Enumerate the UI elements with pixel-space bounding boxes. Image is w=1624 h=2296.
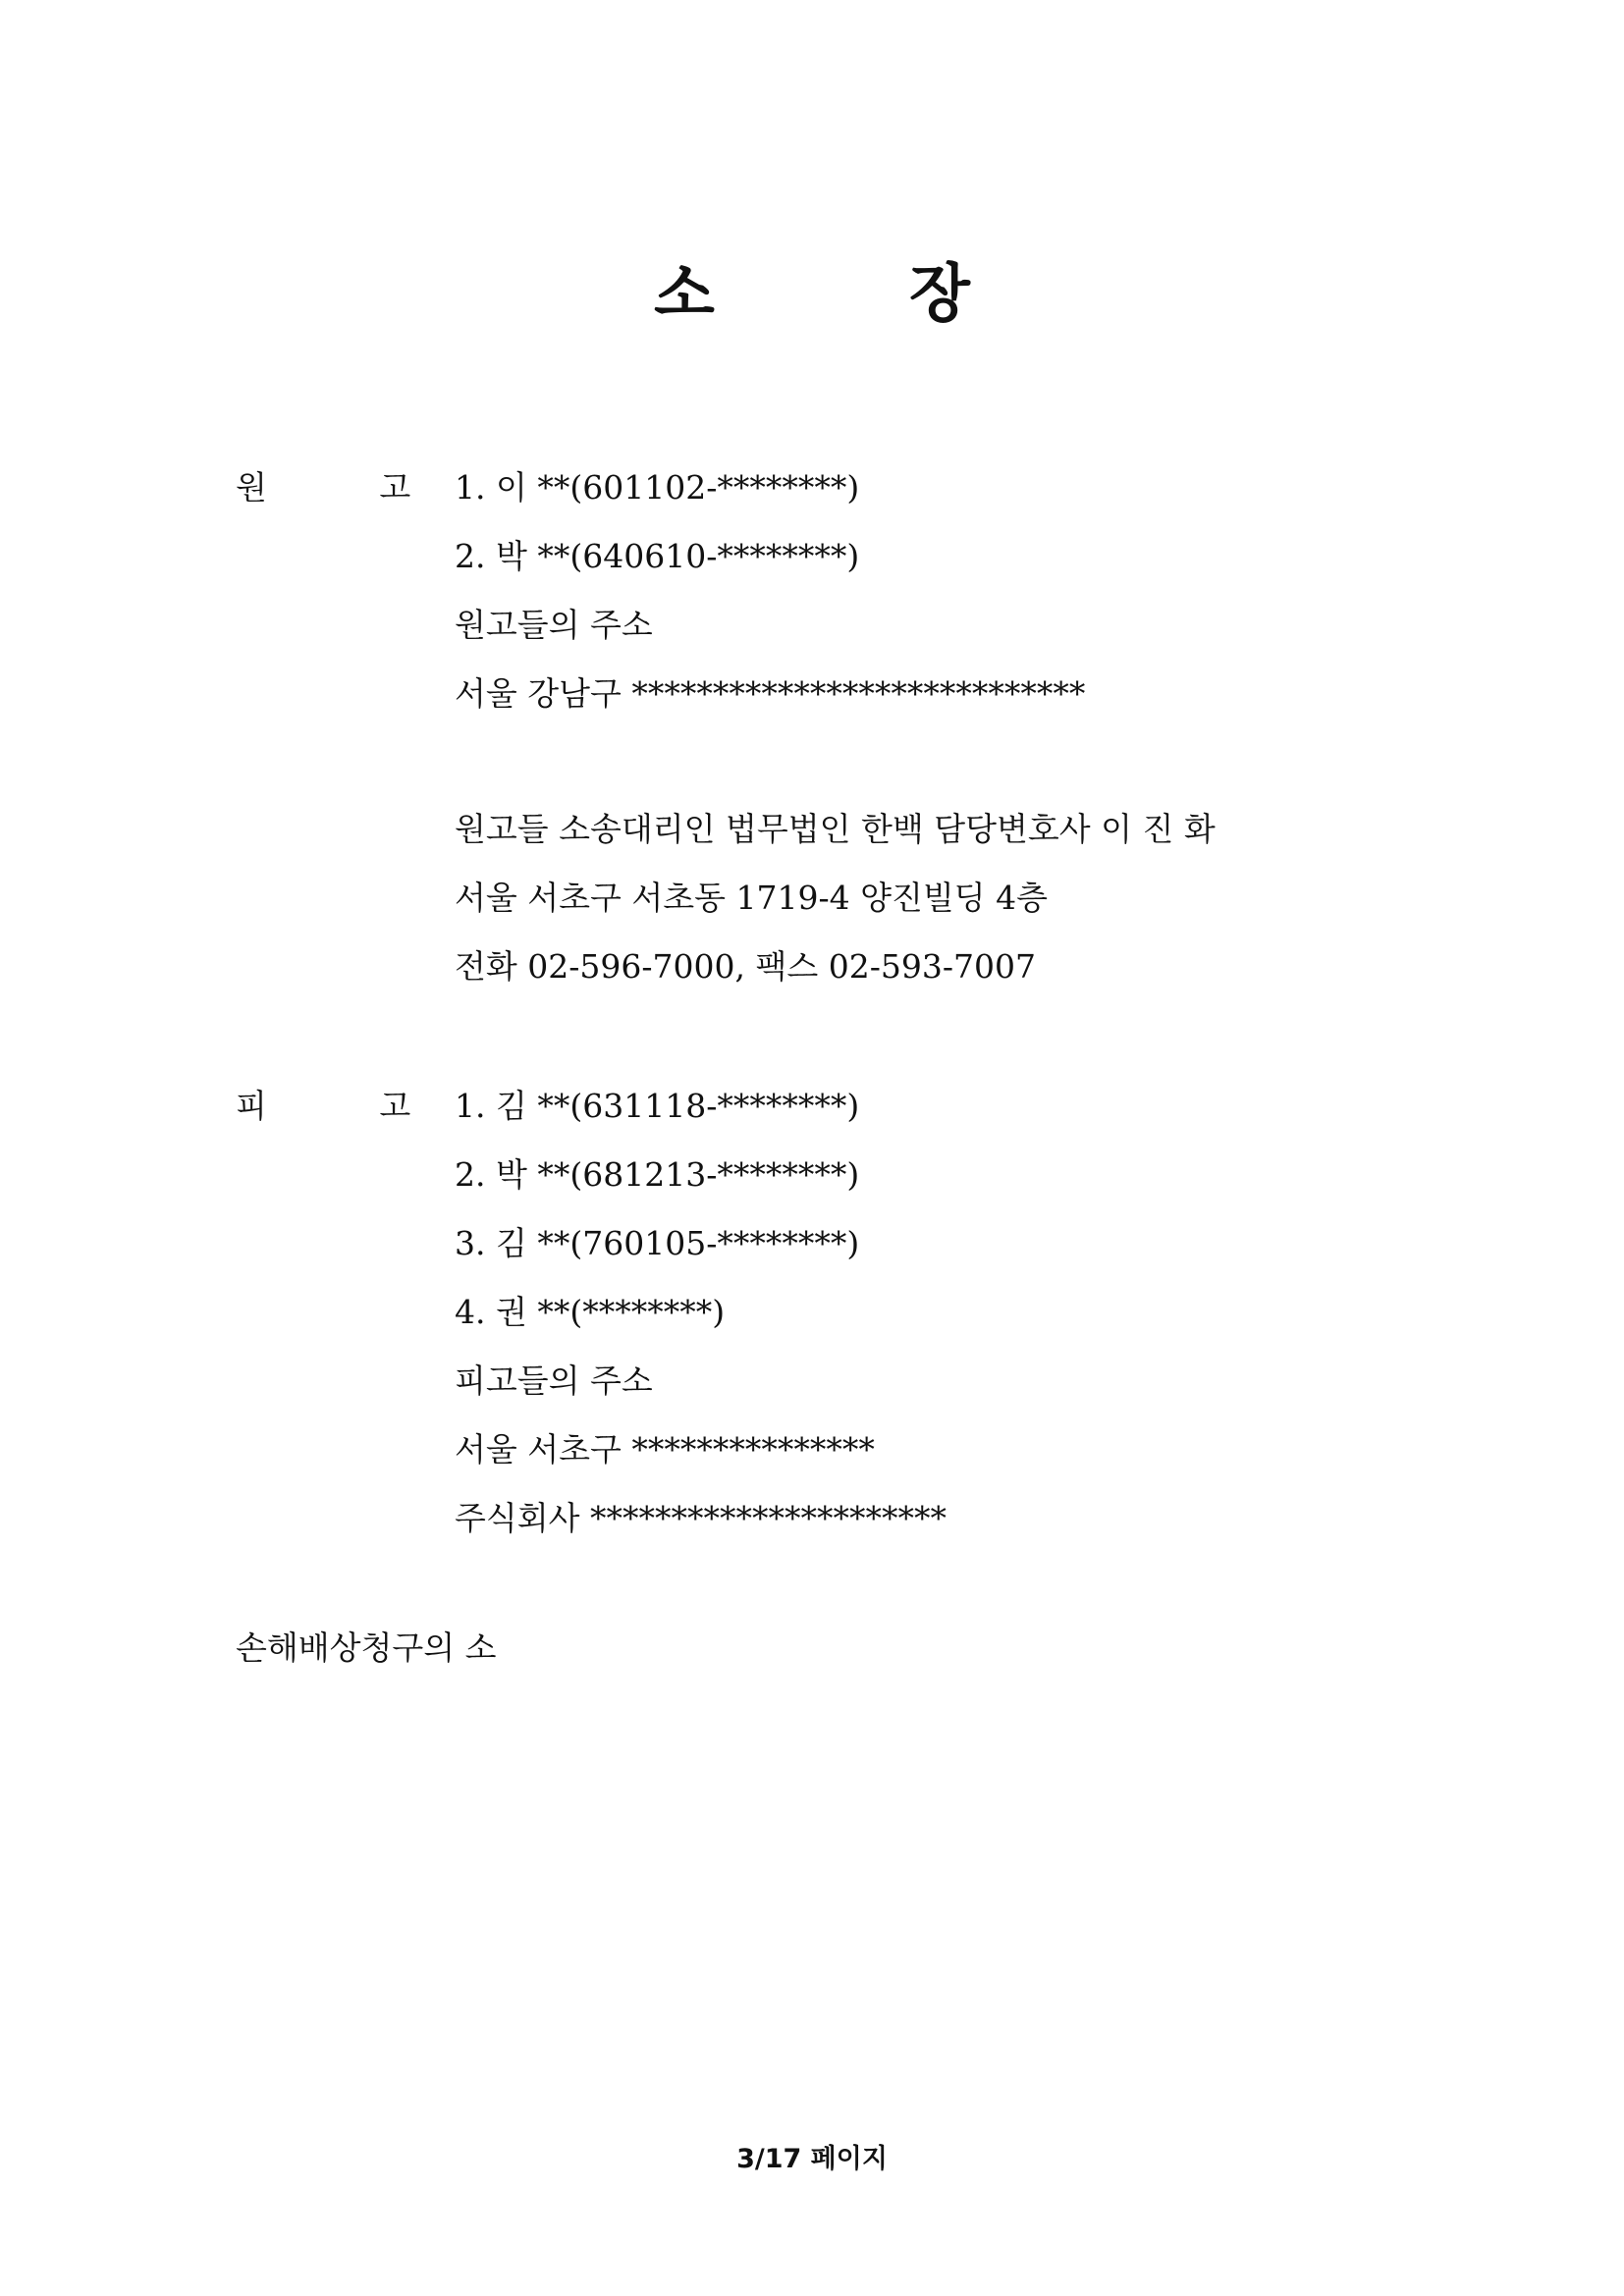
defendant-company: 주식회사 ********************** <box>455 1499 947 1537</box>
defendant-line: 1. 김 **(631118-********) <box>455 1087 860 1125</box>
plaintiff-address-label: 원고들의 주소 <box>455 606 653 644</box>
plaintiff-line: 2. 박 **(640610-********) <box>455 537 860 575</box>
defendant-line: 4. 권 **(********) <box>455 1293 726 1331</box>
document-title: 소 장 <box>654 258 1056 331</box>
plaintiff-label: 원 고 <box>236 468 462 507</box>
defendant-address-label: 피고들의 주소 <box>455 1362 653 1400</box>
defendant-line: 2. 박 **(681213-********) <box>455 1155 860 1194</box>
counsel-address: 서울 서초구 서초동 1719-4 양진빌딩 4층 <box>455 879 1048 917</box>
plaintiff-address: 서울 강남구 **************************** <box>455 674 1086 713</box>
defendant-label: 피 고 <box>236 1087 462 1125</box>
counsel-contact: 전화 02-596-7000, 팩스 02-593-7007 <box>455 947 1036 986</box>
defendant-address: 서울 서초구 *************** <box>455 1430 875 1468</box>
suit-title: 손해배상청구의 소 <box>236 1629 497 1667</box>
counsel-line: 원고들 소송대리인 법무법인 한백 담당변호사 이 진 화 <box>455 810 1216 848</box>
page-number: 3/17 페이지 <box>736 2144 888 2174</box>
plaintiff-line: 1. 이 **(601102-********) <box>455 468 860 507</box>
defendant-line: 3. 김 **(760105-********) <box>455 1224 860 1262</box>
